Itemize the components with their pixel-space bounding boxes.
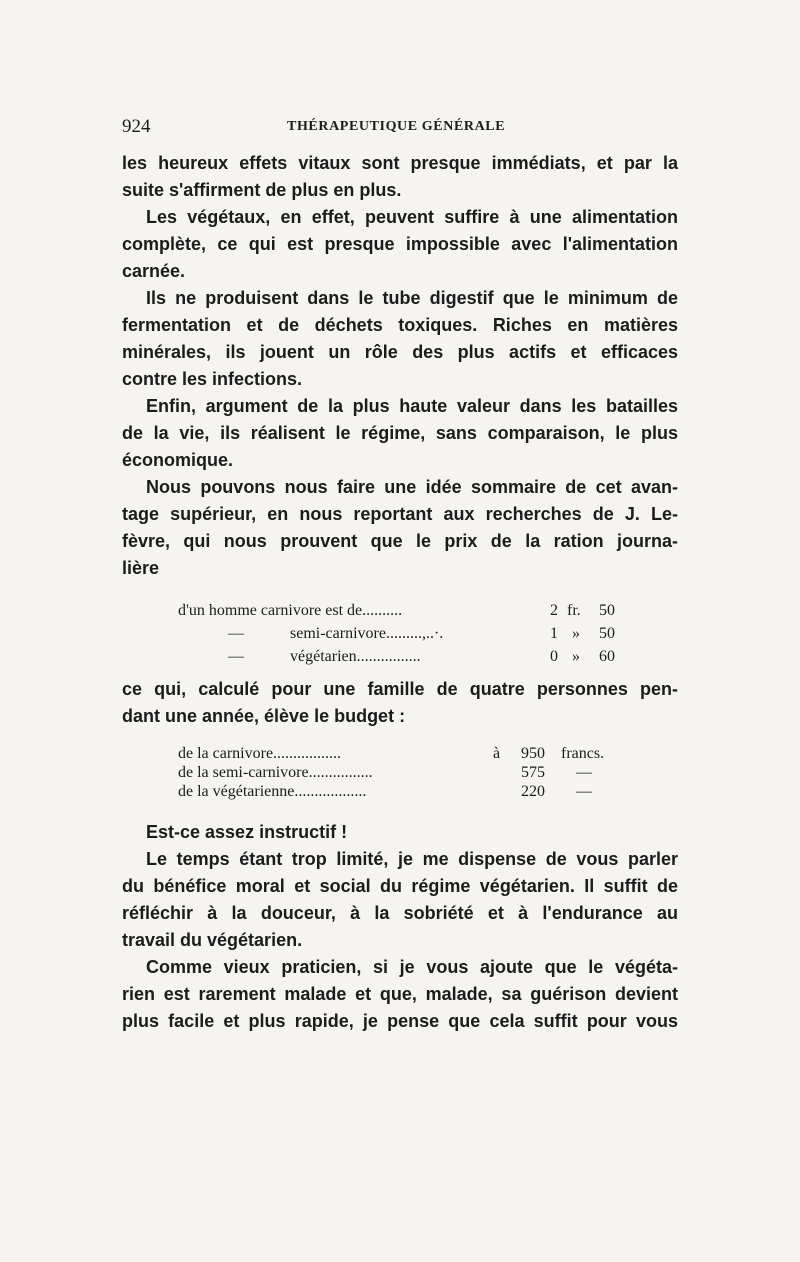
text-line: Comme vieux praticien, si je vous ajoute que le végéta- [146,957,678,977]
ration-label: végétarien................ [290,648,421,665]
text-line: suite s'affirment de plus en plus. [122,180,402,200]
budget-unit: — [576,783,592,800]
budget-label: de la végétarienne.................. [178,783,367,800]
budget-unit: francs. [561,745,605,762]
text-line: Enfin, argument de la plus haute valeur dans les batailles [146,396,678,416]
ration-row [178,645,628,668]
budget-row [178,763,628,782]
text-line: dant une année, élève le budget : [122,706,406,726]
ration-cents: 50 [599,602,615,619]
ration-cents: 50 [599,625,615,642]
ration-unit: fr. [567,602,581,619]
budget-unit: — [576,764,592,781]
text-line: Nous pouvons nous faire une idée sommaire de cet avan- [146,477,678,497]
text-line: minérales, ils jouent un rôle des plus actifs et efficaces [122,342,678,362]
text-line: plus facile et plus rapide, je pense que cela suffit pour vous [122,1011,678,1031]
paragraph-block-3 [122,819,678,1035]
ration-unit: » [572,625,580,642]
running-title: THÉRAPEUTIQUE GÉNÉRALE [287,119,506,134]
page-number: 924 [122,116,151,137]
ration-label: d'un homme carnivore est de.......... [178,602,403,619]
text-line: de la vie, ils réalisent le régime, sans comparaison, le plus [122,423,678,443]
text-line: tage supérieur, en nous reportant aux recherches de J. Le- [122,504,678,524]
ration-francs: 2 [550,602,558,619]
paragraph-block-1 [122,150,678,582]
text-line: ce qui, calculé pour une famille de quatre personnes pen- [122,679,678,699]
budget-amount: 220 [521,783,545,800]
text-line: Est-ce assez instructif ! [146,822,348,842]
budget-label: de la carnivore................. [178,745,342,762]
text-line: travail du végétarien. [122,930,303,950]
ration-row [178,599,628,622]
budget-prep: à [493,745,501,762]
ditto-dash: — [228,625,244,642]
ration-unit: » [572,648,580,665]
text-line: les heureux effets vitaux sont presque immédiats, et par la [122,153,678,173]
budget-amount: 575 [521,764,545,781]
text-line: contre les infections. [122,369,303,389]
text-line: fèvre, qui nous prouvent que le prix de la ration journa- [122,531,678,551]
budget-row [178,782,628,801]
text-line: carnée. [122,261,186,281]
text-line: Le temps étant trop limité, je me dispense de vous parler [146,849,678,869]
ration-francs: 1 [550,625,558,642]
paragraph-block-2 [122,676,678,730]
text-line: du bénéfice moral et social du régime végétarien. Il suffit de [122,876,678,896]
ditto-dash: — [228,648,244,665]
ration-francs: 0 [550,648,558,665]
budget-table [178,744,628,801]
text-line: rien est rarement malade et que, malade, sa guérison devient [122,984,678,1004]
text-line: réfléchir à la douceur, à la sobriété et à l'endurance au [122,903,678,923]
text-line: économique. [122,450,234,470]
text-line: complète, ce qui est presque impossible avec l'alimentation [122,234,678,254]
budget-row [178,744,628,763]
text-line: Les végétaux, en effet, peuvent suffire à une alimentation [146,207,678,227]
budget-amount: 950 [521,745,545,762]
text-line: Ils ne produisent dans le tube digestif que le minimum de [146,288,678,308]
ration-row [178,622,628,645]
ration-cents: 60 [599,648,615,665]
page-header [122,116,678,140]
ration-table [178,599,628,668]
budget-label: de la semi-carnivore................ [178,764,373,781]
text-line: lière [122,558,160,578]
ration-label: semi-carnivore.........,..·. [290,625,444,642]
text-line: fermentation et de déchets toxiques. Riches en matières [122,315,678,335]
